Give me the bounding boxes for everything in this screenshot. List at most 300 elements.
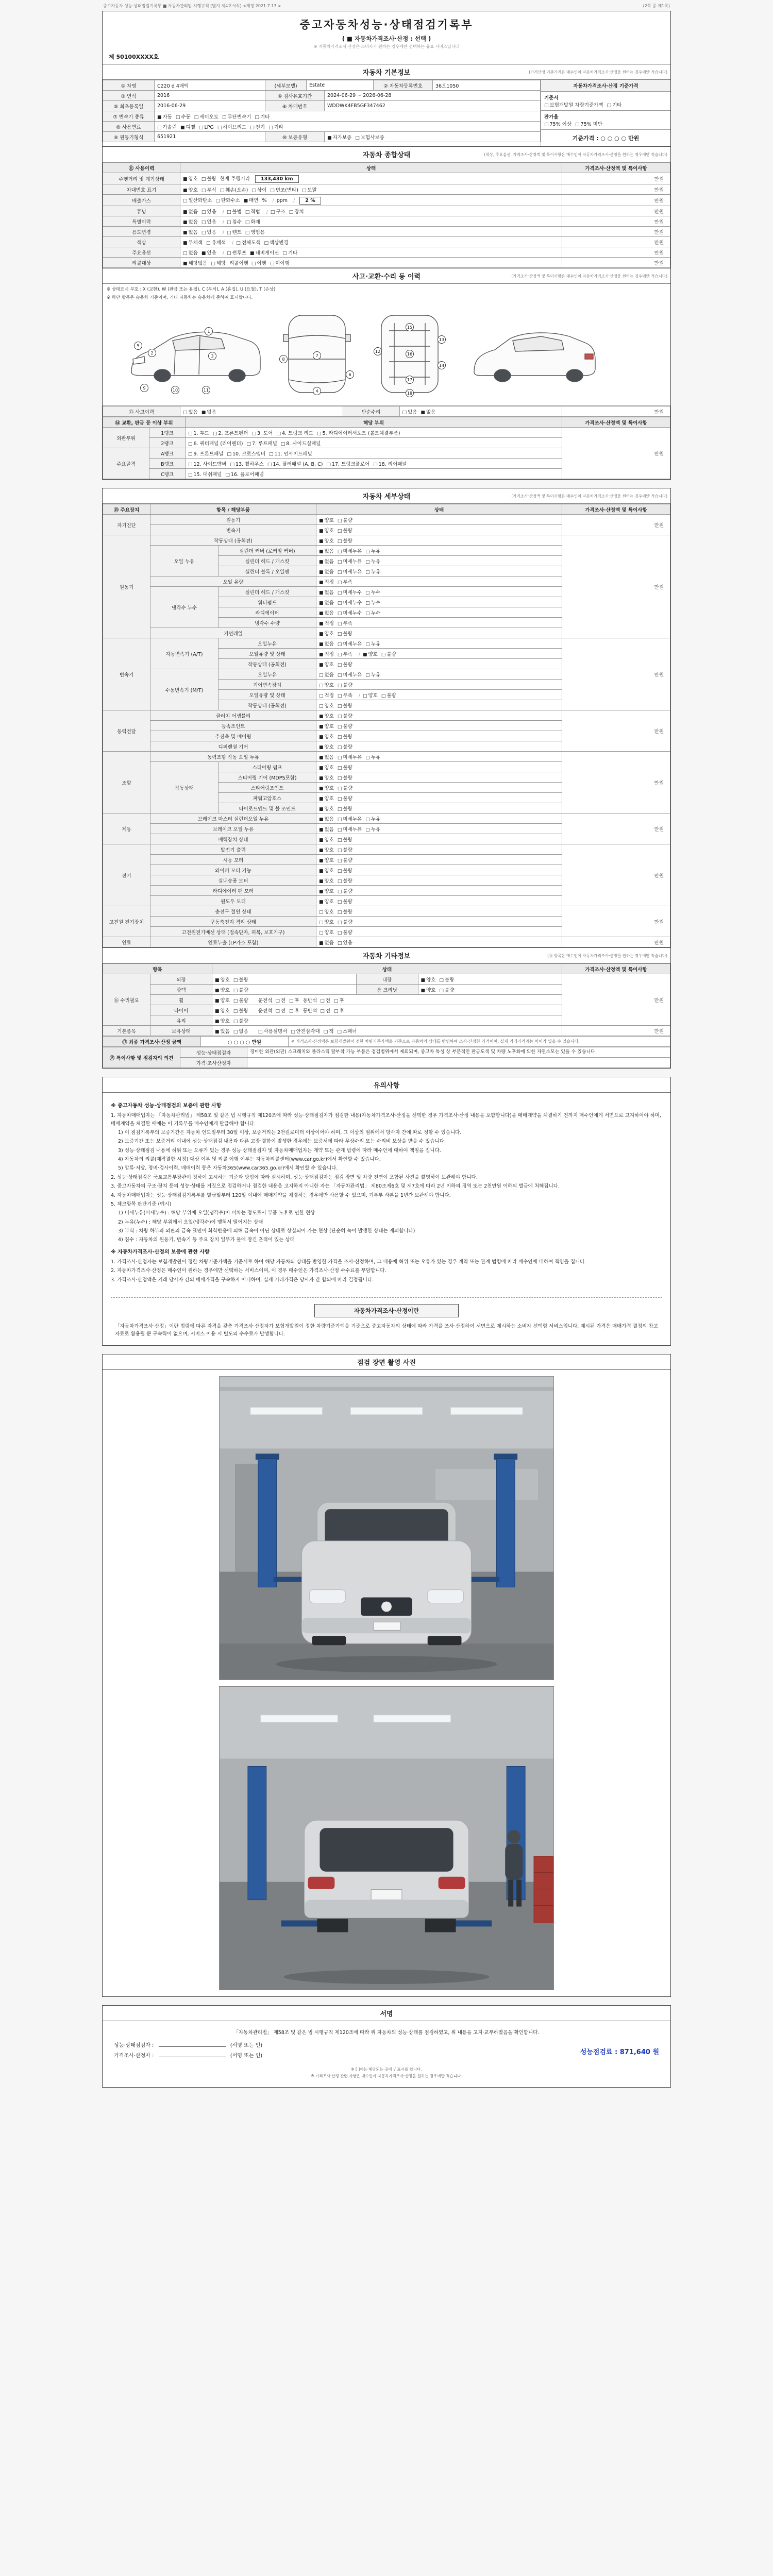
checkbox-label: 불량 xyxy=(343,847,352,853)
checkbox-option[interactable] xyxy=(188,470,222,478)
row-state xyxy=(316,659,562,669)
checkbox-icon: □ xyxy=(227,451,232,457)
checkbox-label: 8. 사이드실패널 xyxy=(286,440,321,447)
checkbox-option[interactable] xyxy=(338,712,352,719)
checkbox-option[interactable] xyxy=(246,439,277,447)
checkbox-option[interactable] xyxy=(338,918,352,925)
notice-body xyxy=(103,1093,670,1290)
checkbox-option[interactable] xyxy=(319,815,334,822)
signature-title-row xyxy=(103,2006,670,2021)
checkbox-icon: □ xyxy=(201,230,206,235)
row-state xyxy=(316,906,562,917)
checkbox-option[interactable] xyxy=(319,691,334,699)
item-label: 오일 유량 xyxy=(150,577,316,587)
checkbox-option[interactable] xyxy=(188,450,224,457)
price-survey-option[interactable]: ( ■ 자동차가격조사·산정 : 선택 ) xyxy=(342,35,431,42)
row-state xyxy=(180,195,562,206)
checkbox-option[interactable] xyxy=(319,557,334,565)
checkbox-option[interactable] xyxy=(270,186,298,193)
checkbox-option[interactable] xyxy=(319,764,334,771)
checkbox-option[interactable] xyxy=(363,650,378,657)
checkbox-option[interactable] xyxy=(439,986,454,993)
checkbox-option[interactable] xyxy=(215,1027,230,1035)
checkbox-option[interactable] xyxy=(251,429,273,436)
checkbox-option[interactable] xyxy=(338,671,362,678)
other-info-table xyxy=(103,963,670,1036)
checkbox-option[interactable] xyxy=(326,460,369,467)
checkbox-option[interactable] xyxy=(338,867,352,874)
checkbox-label: 양호 xyxy=(324,878,334,884)
checkbox-option[interactable] xyxy=(236,239,260,246)
checkbox-option[interactable] xyxy=(201,175,216,182)
panel-basis-legend: ※ 하단 항목은 승용차 기준이며, 기타 자동차는 승용차에 준하여 표시합니다. xyxy=(107,295,253,300)
checkbox-option[interactable] xyxy=(338,774,352,781)
checkbox-option[interactable] xyxy=(317,429,400,436)
checkbox-option[interactable] xyxy=(271,208,285,215)
checkbox-option[interactable] xyxy=(319,660,334,668)
checkbox-icon: □ xyxy=(337,569,342,575)
checkbox-option[interactable] xyxy=(215,196,240,204)
checkbox-option[interactable] xyxy=(250,123,265,130)
checkbox-option[interactable] xyxy=(319,836,334,843)
checkbox-option[interactable] xyxy=(439,976,454,983)
opinion-author: 가격·조사산정자 xyxy=(180,1058,247,1068)
checkbox-label: 없음 xyxy=(324,641,334,647)
checkbox-icon: □ xyxy=(282,250,287,256)
checkbox-option[interactable] xyxy=(183,196,212,204)
notice-paragraph: 5) 압류·저당, 정비·검사이력, 매매이력 등은 자동차365(www.car365.go.kr)에서 확인할 수 있습니다. xyxy=(118,1165,338,1172)
checkbox-option[interactable] xyxy=(607,101,621,108)
subitem-label: 워터펌프 xyxy=(219,597,316,607)
checkbox-option[interactable] xyxy=(319,537,334,544)
checkbox-option[interactable] xyxy=(194,113,219,120)
checkbox-option[interactable] xyxy=(338,578,352,585)
checkbox-option[interactable] xyxy=(233,1017,248,1024)
basic-row xyxy=(103,90,541,101)
checkbox-option[interactable] xyxy=(319,640,334,647)
checkbox-label: 없음 xyxy=(324,826,334,833)
checkbox-option[interactable] xyxy=(319,743,334,750)
checkbox-option[interactable] xyxy=(338,722,352,730)
checkbox-option[interactable] xyxy=(421,408,435,415)
checkbox-option[interactable] xyxy=(365,609,380,616)
checkbox-icon: □ xyxy=(365,755,370,760)
checkbox-option[interactable] xyxy=(338,640,362,647)
section-photos xyxy=(103,1354,670,1990)
opinion-text xyxy=(247,1058,670,1068)
checkbox-option[interactable] xyxy=(183,218,198,225)
checkbox-option[interactable] xyxy=(206,239,226,246)
checkbox-option[interactable] xyxy=(215,976,230,983)
checkbox-option[interactable] xyxy=(230,460,264,467)
checkbox-option[interactable] xyxy=(319,547,334,554)
checkbox-option[interactable] xyxy=(338,908,352,915)
checkbox-option[interactable] xyxy=(338,599,362,606)
checkbox-option[interactable] xyxy=(180,123,195,130)
inline-text: 운전석 xyxy=(258,997,273,1004)
detail-title-row xyxy=(103,488,670,504)
checkbox-option[interactable] xyxy=(289,208,304,215)
checkbox-option[interactable] xyxy=(188,439,243,447)
checkbox-option[interactable] xyxy=(157,113,172,120)
checkbox-option[interactable] xyxy=(222,113,251,120)
checkbox-option[interactable] xyxy=(338,537,352,544)
checkbox-option[interactable] xyxy=(421,986,436,993)
checkbox-option[interactable] xyxy=(199,125,214,130)
checkbox-option[interactable] xyxy=(275,996,285,1004)
checkbox-option[interactable] xyxy=(319,825,334,833)
checkbox-option[interactable] xyxy=(363,691,378,699)
checkbox-option[interactable] xyxy=(201,228,216,235)
checkbox-option[interactable] xyxy=(319,897,334,905)
checkbox-option[interactable] xyxy=(183,175,198,182)
item-label: 냉각수 누수 xyxy=(150,587,219,628)
price-survey-definition xyxy=(111,1297,662,1338)
checkbox-option[interactable] xyxy=(544,120,572,127)
checkbox-option[interactable] xyxy=(227,249,246,256)
checkbox-option[interactable] xyxy=(338,527,352,534)
checkbox-option[interactable] xyxy=(319,856,334,863)
checkbox-option[interactable] xyxy=(183,249,198,256)
checkbox-option[interactable] xyxy=(338,609,362,616)
checkbox-option[interactable] xyxy=(233,976,248,983)
checkbox-label: 자가보증 xyxy=(332,134,352,141)
checkbox-option[interactable] xyxy=(227,218,242,225)
checkbox-option[interactable] xyxy=(338,702,352,709)
checkbox-option[interactable] xyxy=(270,259,290,266)
checkbox-icon: ■ xyxy=(421,977,426,983)
checkbox-option[interactable] xyxy=(338,794,352,802)
checkbox-option[interactable] xyxy=(337,1027,357,1035)
checkbox-option[interactable] xyxy=(201,218,216,225)
checkbox-option[interactable] xyxy=(289,996,299,1004)
checkbox-option[interactable] xyxy=(338,856,352,863)
checkbox-option[interactable] xyxy=(319,722,334,730)
price-cell: 만원 xyxy=(562,237,670,247)
checkbox-icon: □ xyxy=(402,410,407,415)
checkbox-option[interactable] xyxy=(338,733,352,740)
row-state xyxy=(316,762,562,772)
checkbox-option[interactable] xyxy=(338,877,352,884)
checkbox-option[interactable] xyxy=(245,208,260,215)
checkbox-option[interactable] xyxy=(338,568,362,575)
checkbox-option[interactable] xyxy=(319,516,334,523)
checkbox-option[interactable] xyxy=(338,846,352,853)
checkbox-option[interactable] xyxy=(338,805,352,812)
checkbox-option[interactable] xyxy=(245,218,260,225)
checkbox-option[interactable] xyxy=(251,259,266,266)
checkbox-icon: ■ xyxy=(183,209,188,215)
checkbox-option[interactable] xyxy=(338,557,362,565)
checkbox-option[interactable] xyxy=(233,996,248,1004)
checkbox-option[interactable] xyxy=(215,1007,230,1014)
checkbox-option[interactable] xyxy=(338,939,352,946)
col-header: 항목 xyxy=(103,964,212,974)
field-value xyxy=(155,122,541,132)
basic-info-note: (가격산정 기준가격은 매수인이 자동차가격조사·산정을 원하는 경우에만 적습니다) xyxy=(529,70,667,74)
checkbox-option[interactable] xyxy=(319,588,334,596)
checkbox-option[interactable] xyxy=(338,897,352,905)
inline-text xyxy=(252,998,255,1004)
checkbox-option[interactable] xyxy=(338,681,352,688)
checkbox-option[interactable] xyxy=(201,408,216,415)
checkbox-option[interactable] xyxy=(319,867,334,874)
checkbox-option[interactable] xyxy=(319,918,334,925)
checkbox-option[interactable] xyxy=(338,836,352,843)
checkbox-option[interactable] xyxy=(319,774,334,781)
checkbox-icon: □ xyxy=(373,462,378,467)
checkbox-icon: □ xyxy=(250,125,255,130)
checkbox-option[interactable] xyxy=(365,588,380,596)
checkbox-option[interactable] xyxy=(319,733,334,740)
checkbox-option[interactable] xyxy=(365,753,380,760)
checkbox-option[interactable] xyxy=(319,599,334,606)
checkbox-option[interactable] xyxy=(338,630,352,637)
checkbox-option[interactable] xyxy=(258,1027,287,1035)
checkbox-option[interactable] xyxy=(319,928,334,936)
checkbox-option[interactable] xyxy=(365,547,380,554)
checkbox-option[interactable] xyxy=(319,609,334,616)
checkbox-option[interactable] xyxy=(251,186,266,193)
checkbox-option[interactable] xyxy=(233,1007,248,1014)
checkbox-option[interactable] xyxy=(281,439,321,447)
inspector-seal-text: (서명 또는 인) xyxy=(230,2043,263,2048)
row-state xyxy=(316,710,562,721)
checkbox-label: 누유 xyxy=(371,558,380,565)
checkbox-option[interactable] xyxy=(319,568,334,575)
document-title: 중고자동차성능·상태점검기록부 xyxy=(299,19,474,31)
checkbox-option[interactable] xyxy=(381,650,396,657)
checkbox-option[interactable] xyxy=(338,815,362,822)
checkbox-label: 미세누유 xyxy=(343,548,362,554)
inspector-signature-field[interactable] xyxy=(159,2042,226,2047)
checkbox-option[interactable] xyxy=(255,113,270,120)
checkbox-option[interactable] xyxy=(183,408,198,415)
checkbox-option[interactable] xyxy=(338,753,362,760)
checkbox-option[interactable] xyxy=(319,619,334,626)
checkbox-option[interactable] xyxy=(338,691,352,699)
checkbox-option[interactable] xyxy=(544,101,603,108)
checkbox-option[interactable] xyxy=(324,1027,334,1035)
price-cell: 만원 xyxy=(562,1026,670,1036)
checkbox-option[interactable] xyxy=(355,133,384,141)
checkbox-option[interactable] xyxy=(338,547,362,554)
checkbox-icon: □ xyxy=(333,1008,339,1014)
checkbox-option[interactable] xyxy=(319,681,334,688)
checkbox-option[interactable] xyxy=(365,815,380,822)
checkbox-option[interactable] xyxy=(245,228,265,235)
checkbox-option[interactable] xyxy=(338,764,352,771)
checkbox-label: 있음 xyxy=(207,229,216,235)
checkbox-option[interactable] xyxy=(275,1007,285,1014)
checkbox-option[interactable] xyxy=(319,630,334,637)
checkbox-option[interactable] xyxy=(365,671,380,678)
checkbox-icon: □ xyxy=(264,240,269,246)
checkbox-option[interactable] xyxy=(319,805,334,812)
checkbox-option[interactable] xyxy=(319,578,334,585)
checkbox-option[interactable] xyxy=(319,527,334,534)
item-label: 자동변속기 (A/T) xyxy=(150,638,219,669)
notice-paragraph: 3. 중고자동차의 구조·장치 등의 성능·상태를 거짓으로 점검하거나 점검한 내용을 고지하지 아니한 자는 「자동차관리법」 제80조제6호 및 제7호에 따라 2년 이하의 징역 또는 2천만원 이하의 벌금에 처해집니다. xyxy=(111,1183,560,1190)
checkbox-option[interactable] xyxy=(365,825,380,833)
checkbox-icon: □ xyxy=(333,998,339,1004)
checkbox-label: 양호 xyxy=(324,909,334,915)
checkbox-option[interactable] xyxy=(338,784,352,791)
checkbox-option[interactable] xyxy=(381,691,396,699)
checkbox-option[interactable] xyxy=(338,516,352,523)
checkbox-label: 없음 xyxy=(324,610,334,616)
definition-title: 자동차가격조사·산정이란 xyxy=(314,1304,459,1317)
checkbox-option[interactable] xyxy=(319,846,334,853)
checkbox-option[interactable] xyxy=(338,619,352,626)
checkbox-option[interactable] xyxy=(291,1027,320,1035)
checkbox-option[interactable] xyxy=(188,429,209,436)
checkbox-icon: ■ xyxy=(319,600,324,606)
checkbox-option[interactable] xyxy=(338,660,352,668)
checkbox-icon: ■ xyxy=(319,724,324,730)
appraiser-signature-field[interactable] xyxy=(159,2052,226,2057)
car-front-quarter-view xyxy=(131,332,260,382)
checkbox-icon: □ xyxy=(233,988,238,993)
checkbox-option[interactable] xyxy=(188,460,227,467)
checkbox-option[interactable] xyxy=(220,186,248,193)
checkbox-label: 기타 xyxy=(612,103,622,108)
checkbox-option[interactable] xyxy=(227,450,266,457)
checkbox-label: 일산화탄소 xyxy=(188,197,212,204)
checkbox-option[interactable] xyxy=(338,743,352,750)
opinion-text: 경미한 외관(외판) 스크래치와 플라스틱 탈부착 가능 부품은 점검범위에서 제외되며, 중고차 특성 상 부분적인 판금도색 및 차량 노후화에 의한 자연소모는 있을 수 있습니다. xyxy=(247,1047,670,1058)
checkbox-option[interactable] xyxy=(244,196,259,204)
checkbox-option[interactable] xyxy=(338,588,362,596)
checkbox-option[interactable] xyxy=(575,120,602,127)
checkbox-label: 2. 프론트펜더 xyxy=(218,430,248,436)
checkbox-option[interactable] xyxy=(215,996,230,1004)
checkbox-option[interactable] xyxy=(201,186,216,193)
checkbox-option[interactable] xyxy=(373,460,407,467)
checkbox-option[interactable] xyxy=(327,133,351,141)
signature-body xyxy=(103,2021,670,2087)
checkbox-option[interactable] xyxy=(334,996,344,1004)
price-residual-rate: 잔가율 □ 75% 이상 □ 75% 미만 xyxy=(541,111,670,130)
checkbox-option[interactable] xyxy=(201,249,216,256)
checkbox-option[interactable] xyxy=(183,186,198,193)
checkbox-label: 불량 xyxy=(343,785,352,791)
checkbox-option[interactable] xyxy=(402,408,417,415)
checkbox-label: 영업용 xyxy=(250,229,265,235)
checkbox-option[interactable] xyxy=(338,887,352,894)
checkbox-option[interactable] xyxy=(319,887,334,894)
checkbox-option[interactable] xyxy=(365,599,380,606)
checkbox-option[interactable] xyxy=(233,1027,248,1035)
checkbox-label: 양호 xyxy=(324,703,334,709)
checkbox-option[interactable] xyxy=(338,928,352,936)
item-label: 브레이크 오일 누유 xyxy=(150,824,316,834)
checkbox-option[interactable] xyxy=(157,123,177,130)
col-header: ⑮ 주요장치 xyxy=(103,504,150,515)
checkbox-option[interactable] xyxy=(215,1017,230,1024)
checkbox-option[interactable] xyxy=(319,877,334,884)
checkbox-icon: □ xyxy=(365,817,370,822)
detail-table xyxy=(103,504,670,947)
checkbox-option[interactable] xyxy=(183,228,198,235)
checkbox-option[interactable] xyxy=(421,976,436,983)
checkbox-option[interactable] xyxy=(338,650,352,657)
field-label: ⑧ 사용연료 xyxy=(103,122,155,132)
checkbox-option[interactable] xyxy=(338,825,362,833)
inline-text: 현재 주행거리 xyxy=(220,176,250,182)
value-box: 2 % xyxy=(299,197,321,205)
checkbox-option[interactable] xyxy=(320,1007,330,1014)
checkbox-option[interactable] xyxy=(233,986,248,993)
checkbox-option[interactable] xyxy=(176,113,191,120)
checkbox-option[interactable] xyxy=(211,259,226,266)
checkbox-option[interactable] xyxy=(319,753,334,760)
checkbox-label: 불량 xyxy=(343,795,352,802)
checkbox-icon: □ xyxy=(175,114,180,120)
checkbox-label: 불량 xyxy=(343,929,352,936)
checkbox-option[interactable] xyxy=(319,784,334,791)
checkbox-option[interactable] xyxy=(269,450,312,457)
checkbox-icon: □ xyxy=(211,261,215,266)
inline-text: 운전석 xyxy=(258,1008,273,1014)
checkbox-icon: □ xyxy=(268,125,273,130)
checkbox-label: 양호 xyxy=(368,692,378,699)
checkbox-option[interactable] xyxy=(227,208,242,215)
checkbox-option[interactable] xyxy=(365,640,380,647)
checkbox-label: 부족 xyxy=(343,692,352,699)
checkbox-option[interactable] xyxy=(365,557,380,565)
checkbox-option[interactable] xyxy=(183,239,203,246)
section-accident-history xyxy=(103,268,670,479)
checkbox-option[interactable] xyxy=(250,249,279,256)
appraiser-label: 가격조사·산정자 xyxy=(114,2053,150,2059)
checkbox-option[interactable] xyxy=(183,259,207,266)
item-label: 구동축전지 격리 상태 xyxy=(150,917,316,927)
checkbox-option[interactable] xyxy=(319,712,334,719)
checkbox-option[interactable] xyxy=(267,460,323,467)
checkbox-option[interactable] xyxy=(334,1007,344,1014)
checkbox-option[interactable] xyxy=(225,470,264,478)
checkbox-option[interactable] xyxy=(319,908,334,915)
checkbox-option[interactable] xyxy=(276,429,313,436)
checkbox-option[interactable] xyxy=(365,568,380,575)
row-state xyxy=(316,649,562,659)
checkbox-option[interactable] xyxy=(319,650,334,657)
checkbox-option[interactable] xyxy=(217,123,246,130)
checkbox-option[interactable] xyxy=(264,239,289,246)
price-cell: 만원 xyxy=(562,844,670,906)
checkbox-option[interactable] xyxy=(319,794,334,802)
row-label: 리콜대상 xyxy=(103,258,180,268)
checkbox-option[interactable] xyxy=(302,186,317,193)
checkbox-option[interactable] xyxy=(268,123,283,130)
checkbox-option[interactable] xyxy=(282,249,297,256)
checkbox-option[interactable] xyxy=(289,1007,299,1014)
checkbox-option[interactable] xyxy=(319,702,334,709)
signature-lines xyxy=(114,2041,262,2061)
checkbox-option[interactable] xyxy=(183,208,198,215)
checkbox-option[interactable] xyxy=(215,986,230,993)
checkbox-option[interactable] xyxy=(320,996,330,1004)
checkbox-label: 없음 xyxy=(188,229,198,235)
checkbox-option[interactable] xyxy=(319,939,334,946)
checkbox-label: 부식 xyxy=(207,187,216,193)
checkbox-option[interactable] xyxy=(319,671,334,678)
checkbox-option[interactable] xyxy=(227,228,242,235)
panel-number-text: 7 xyxy=(315,353,318,358)
checkbox-option[interactable] xyxy=(201,208,216,215)
checkbox-option[interactable] xyxy=(213,429,248,436)
